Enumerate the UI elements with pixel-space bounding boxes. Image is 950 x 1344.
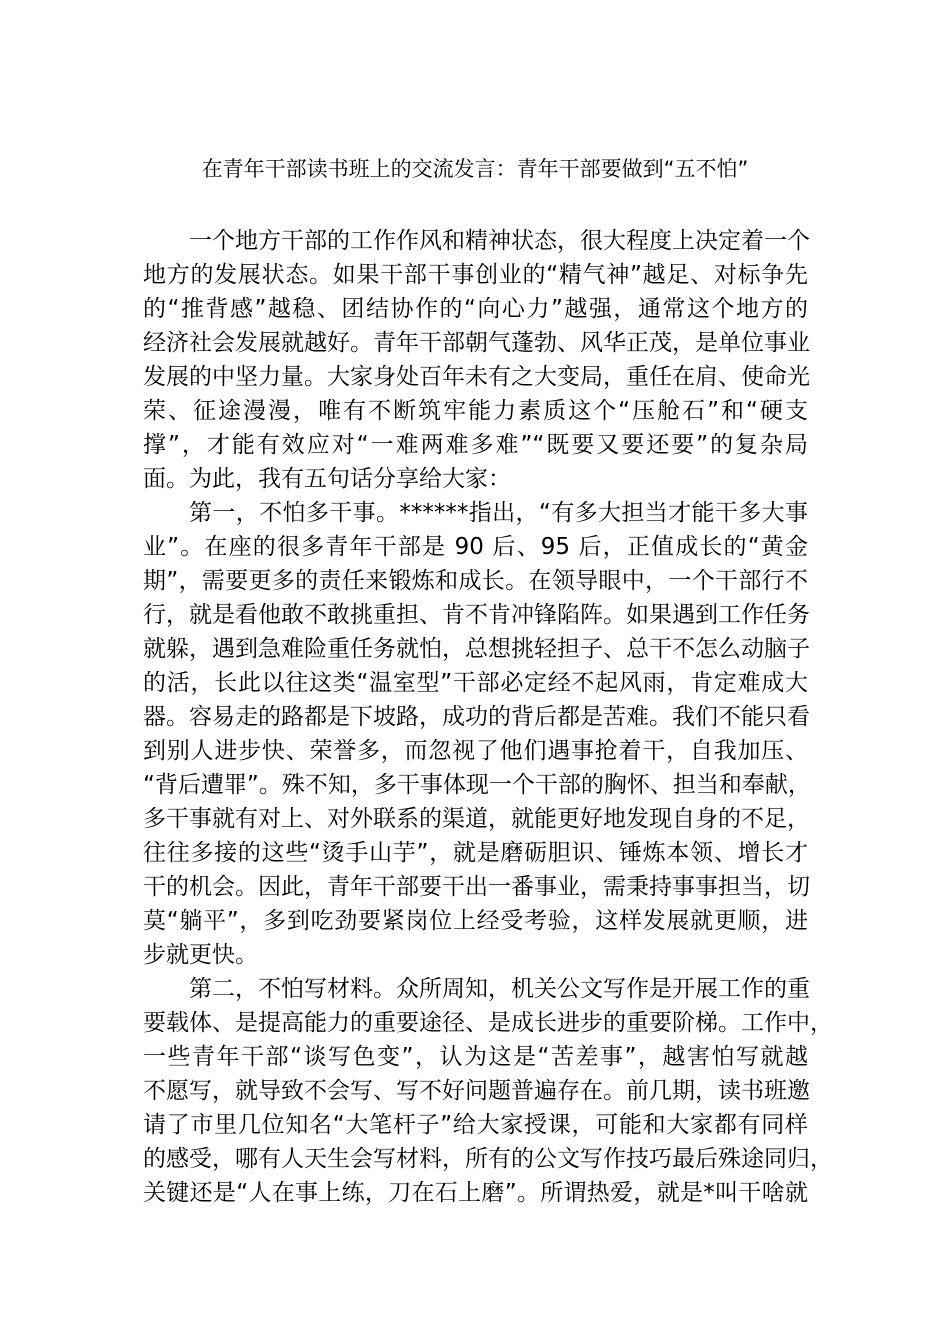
- document-body: [143, 224, 833, 1210]
- body-line: 业”。在座的很多青年干部是 90 后、95 后，正值成长的“黄金: [143, 534, 808, 560]
- body-line: 地方的发展状态。如果干部干事创业的“精气神”越足、对标争先: [143, 262, 808, 288]
- body-line: 第一，不怕多干事。******指出，“有多大担当才能干多大事: [189, 500, 808, 526]
- body-line: 到别人进步快、荣誉多，而忽视了他们遇事抢着干，自我加压、: [143, 738, 808, 764]
- body-line: 的“推背感”越稳、团结协作的“向心力”越强，通常这个地方的: [143, 296, 808, 322]
- body-line: 行，就是看他敢不敢挑重担、肯不肯冲锋陷阵。如果遇到工作任务: [143, 602, 810, 628]
- body-line: 多干事就有对上、对外联系的渠道，就能更好地发现自身的不足，: [143, 806, 810, 832]
- body-line: 荣、征途漫漫，唯有不断筑牢能力素质这个“压舱石”和“硬支: [143, 398, 808, 424]
- body-line: “背后遭罪”。殊不知，多干事体现一个干部的胸怀、担当和奉献，: [143, 772, 811, 798]
- body-line: 往往多接的这些“烫手山芋”，就是磨砺胆识、锤炼本领、增长才: [143, 840, 808, 866]
- body-line: 期”，需要更多的责任来锻炼和成长。在领导眼中，一个干部行不: [143, 568, 808, 594]
- body-line: 的活，长此以往这类“温室型”干部必定经不起风雨，肯定难成大: [143, 670, 808, 696]
- body-line: 干的机会。因此，青年干部要干出一番事业，需秉持事事担当，切: [143, 874, 810, 900]
- body-line: 发展的中坚力量。大家身处百年未有之大变局，重任在肩、使命光: [143, 364, 810, 390]
- body-line: 一些青年干部“谈写色变”，认为这是“苦差事”，越害怕写就越: [143, 1044, 808, 1070]
- body-line: 不愿写，就导致不会写、写不好问题普遍存在。前几期，读书班邀: [143, 1078, 810, 1104]
- body-line: 要载体、是提高能力的重要途径、是成长进步的重要阶梯。工作中，: [143, 1010, 833, 1036]
- body-line: 莫“躺平”，多到吃劲要紧岗位上经受考验，这样发展就更顺，进: [143, 908, 808, 934]
- body-line: 请了市里几位知名“大笔杆子”给大家授课，可能和大家都有同样: [143, 1112, 808, 1138]
- document-title: 在青年干部读书班上的交流发言：青年干部要做到“五不怕”: [201, 157, 749, 181]
- body-line: 就躲，遇到急难险重任务就怕，总想挑轻担子、总干不怎么动脑子: [143, 636, 810, 662]
- body-line: 的感受，哪有人天生会写材料，所有的公文写作技巧最后殊途同归，: [143, 1146, 833, 1172]
- body-line: 面。为此，我有五句话分享给大家：: [143, 466, 511, 492]
- body-line: 第二，不怕写材料。众所周知，机关公文写作是开展工作的重: [189, 976, 810, 1002]
- body-line: 器。容易走的路都是下坡路，成功的背后都是苦难。我们不能只看: [143, 704, 810, 730]
- body-line: 关键还是“人在事上练，刀在石上磨”。所谓热爱，就是*叫干啥就: [143, 1180, 808, 1206]
- body-line: 一个地方干部的工作作风和精神状态，很大程度上决定着一个: [189, 228, 810, 254]
- body-line: 步就更快。: [143, 942, 258, 968]
- body-line: 经济社会发展就越好。青年干部朝气蓬勃、风华正茂，是单位事业: [143, 330, 810, 356]
- body-line: 撑”，才能有效应对“一难两难多难”“既要又要还要”的复杂局: [143, 432, 808, 458]
